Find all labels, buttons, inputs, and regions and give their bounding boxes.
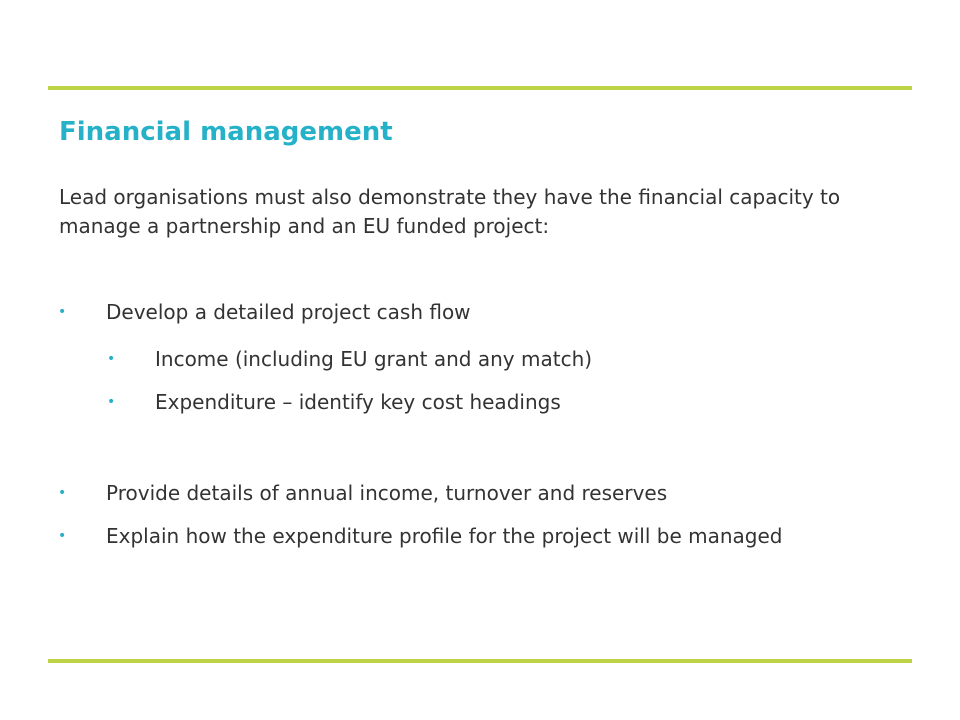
bullet-text: Provide details of annual income, turnover and reserves <box>106 481 668 505</box>
bullet-text: Income (including EU grant and any match) <box>155 347 593 371</box>
bottom-divider-line <box>48 659 912 663</box>
slide-title: Financial management <box>59 117 393 147</box>
bullet-item-expenditure-profile <box>58 522 846 551</box>
bullet-item-cash-flow <box>58 298 846 327</box>
bullet-text: Expenditure – identify key cost headings <box>155 390 561 414</box>
sub-bullet-item-expenditure <box>107 388 855 417</box>
bullet-text: Develop a detailed project cash flow <box>106 300 471 324</box>
bullet-icon: • <box>58 528 67 544</box>
bullet-icon: • <box>107 351 116 367</box>
bullet-item-annual-income <box>58 479 846 508</box>
bullet-icon: • <box>58 485 67 501</box>
bullet-text: Explain how the expenditure profile for the project will be managed <box>106 524 783 548</box>
bullet-icon: • <box>107 394 116 410</box>
intro-paragraph: Lead organisations must also demonstrate they have the financial capacity to manage a partnership and an EU funded project: <box>59 185 841 238</box>
bullet-icon: • <box>58 304 67 320</box>
top-divider-line <box>48 86 912 90</box>
sub-bullet-item-income <box>107 345 855 374</box>
